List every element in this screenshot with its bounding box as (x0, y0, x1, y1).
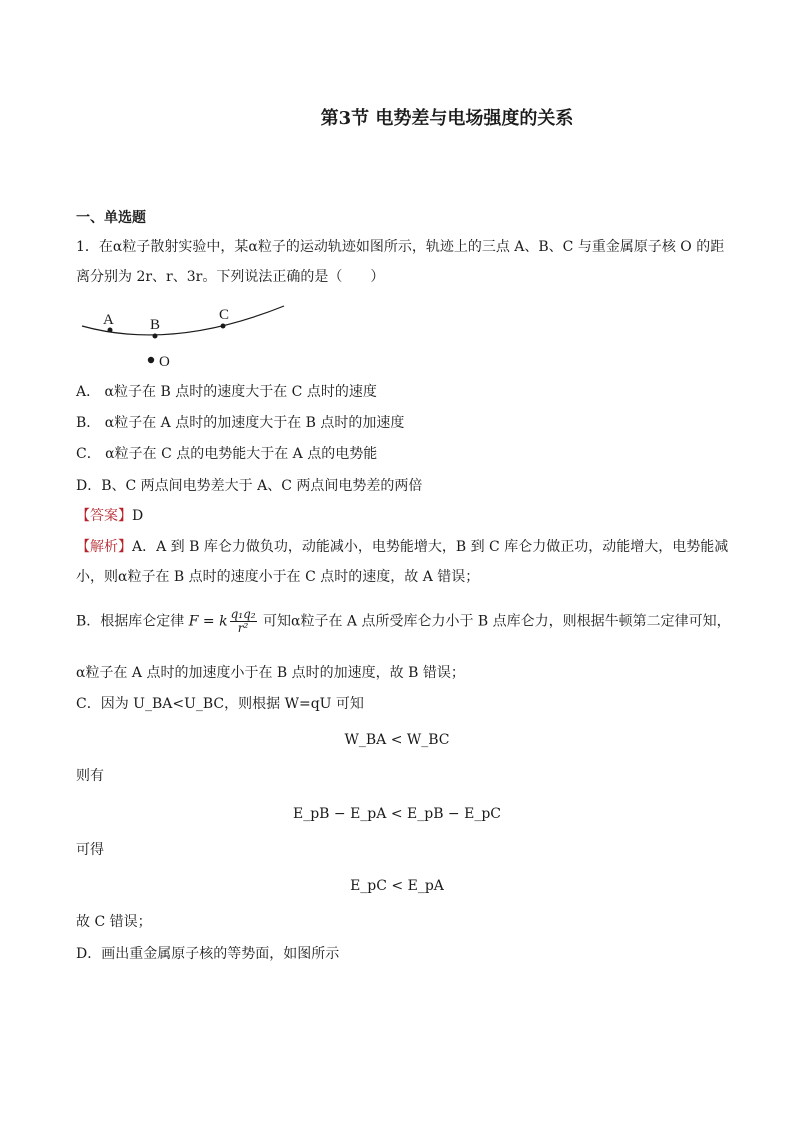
answer-line (76, 507, 143, 525)
point-a (108, 328, 113, 333)
page-title: 第3节 电势差与电场强度的关系 (320, 108, 574, 129)
label-c: C (219, 307, 230, 323)
analysis-text-1: A．A 到 B 库仑力做负功，动能减小，电势能增大，B 到 C 库仑力做正功，动能增大，电势能减 (132, 539, 729, 555)
point-c (221, 324, 226, 329)
equation-2: E_pB − E_pA < E_pB − E_pC (292, 806, 502, 822)
then-label: 则有 (76, 768, 104, 784)
answer-label: 【答案】 (76, 508, 132, 524)
label-o: O (159, 354, 170, 370)
label-a: A (103, 312, 114, 328)
coulomb-fraction (230, 608, 257, 635)
equation-1: W_BA < W_BC (344, 732, 450, 748)
coulomb-denominator: r² (237, 621, 249, 635)
analysis-line-1 (76, 538, 728, 556)
option-a: A． α粒子在 B 点时的速度大于在 C 点时的速度 (76, 384, 377, 400)
trajectory-figure (76, 296, 296, 376)
equation-3: E_pC < E_pA (350, 878, 444, 894)
analysis-line-2: 小，则α粒子在 B 点时的速度小于在 C 点时的速度，故 A 错误； (76, 569, 480, 585)
label-b: B (150, 317, 161, 333)
analysis-b-line (76, 608, 731, 635)
analysis-label: 【解析】 (76, 539, 132, 555)
option-b: B． α粒子在 A 点时的加速度大于在 B 点时的加速度 (76, 415, 405, 431)
question-line-1: 1．在α粒子散射实验中，某α粒子的运动轨迹如图所示，轨迹上的三点 A、B、C 与重金属原子核 O 的距 (76, 239, 725, 255)
coulomb-numerator: q₁q₂ (230, 607, 256, 621)
analysis-c-line: C．因为 U_BA<U_BC，则根据 W=qU 可知 (76, 696, 364, 712)
analysis-b-line-2: α粒子在 A 点时的加速度小于在 B 点时的加速度，故 B 错误； (76, 665, 465, 681)
analysis-b-pre: B．根据库仑定律 (76, 613, 189, 630)
obtain-label: 可得 (76, 842, 104, 858)
option-c: C． α粒子在 C 点的电势能大于在 A 点的电势能 (76, 446, 378, 462)
analysis-d-line: D．画出重金属原子核的等势面，如图所示 (76, 946, 340, 962)
coulomb-formula: F = k (188, 613, 228, 630)
answer-value: D (132, 508, 144, 524)
option-d: D．B、C 两点间电势差大于 A、C 两点间电势差的两倍 (76, 478, 423, 494)
point-b (153, 334, 158, 339)
question-line-2: 离分别为 2r、r、3r。下列说法正确的是（ ） (76, 269, 385, 285)
nucleus-o (148, 357, 154, 363)
analysis-b-post: 可知α粒子在 A 点所受库仑力小于 B 点库仑力，则根据牛顿第二定律可知， (258, 613, 731, 630)
section-heading: 一、单选题 (76, 210, 146, 226)
analysis-c-conclusion: 故 C 错误； (76, 914, 152, 930)
